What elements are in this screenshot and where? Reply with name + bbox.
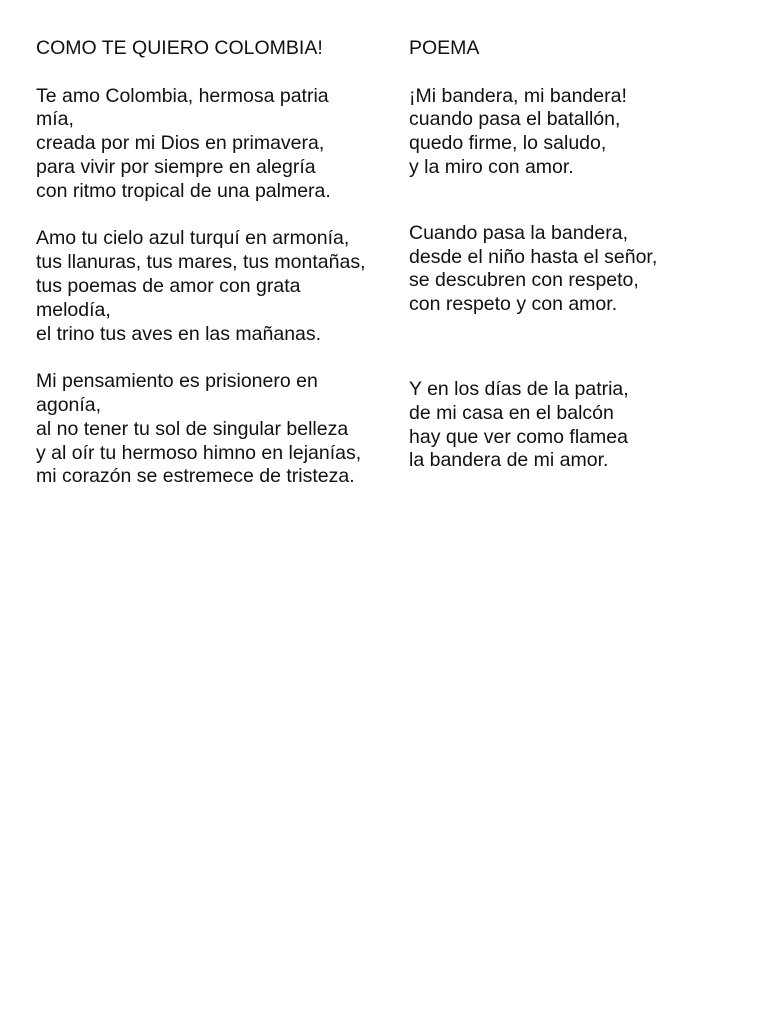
right-stanza-1 xyxy=(409,85,739,180)
poem-line: al no tener tu sol de singular belleza xyxy=(36,417,349,440)
right-poem xyxy=(409,37,739,473)
poem-line: ¡Mi bandera, mi bandera! xyxy=(409,84,627,107)
poem-line: Cuando pasa la bandera, xyxy=(409,221,629,244)
poem-line: para vivir por siempre en alegría xyxy=(36,155,316,178)
right-poem-title: POEMA xyxy=(409,37,480,59)
poem-line: la bandera de mi amor. xyxy=(409,449,609,472)
spacer xyxy=(36,204,371,228)
poem-line: Amo tu cielo azul turquí en armonía, xyxy=(36,227,350,250)
poem-line: Mi pensamiento es prisionero en agonía, xyxy=(36,370,318,416)
left-stanza-3 xyxy=(36,370,371,489)
spacer xyxy=(36,346,371,370)
poem-line: creada por mi Dios en primavera, xyxy=(36,132,325,155)
spacer xyxy=(36,61,371,85)
poem-line: se descubren con respeto, xyxy=(409,269,639,292)
poem-line: y al oír tu hermoso himno en lejanías, xyxy=(36,441,362,464)
poem-line: mi corazón se estremece de tristeza. xyxy=(36,465,355,488)
spacer xyxy=(409,317,739,378)
poem-line: Y en los días de la patria, xyxy=(409,377,629,400)
poem-line: Te amo Colombia, hermosa patria mía, xyxy=(36,84,329,131)
right-stanza-3 xyxy=(409,378,739,473)
right-stanza-2 xyxy=(409,222,739,317)
poem-line: el trino tus aves en las mañanas. xyxy=(36,322,322,345)
left-stanza-2 xyxy=(36,227,371,346)
left-poem xyxy=(36,37,371,489)
left-poem-title: COMO TE QUIERO COLOMBIA! xyxy=(36,37,323,59)
poem-line: y la miro con amor. xyxy=(409,155,574,178)
poem-line: con ritmo tropical de una palmera. xyxy=(36,179,331,202)
poem-line: hay que ver como flamea xyxy=(409,425,628,448)
poem-line: cuando pasa el batallón, xyxy=(409,108,621,131)
poem-line: de mi casa en el balcón xyxy=(409,401,614,424)
spacer xyxy=(409,61,739,85)
poem-line: desde el niño hasta el señor, xyxy=(409,245,658,268)
poem-line: quedo firme, lo saludo, xyxy=(409,132,607,155)
poem-line: con respeto y con amor. xyxy=(409,293,618,316)
poem-line: tus llanuras, tus mares, tus montañas, tus poemas de amor con grata melodía, xyxy=(36,251,366,321)
spacer xyxy=(409,180,739,222)
left-stanza-1 xyxy=(36,85,371,204)
